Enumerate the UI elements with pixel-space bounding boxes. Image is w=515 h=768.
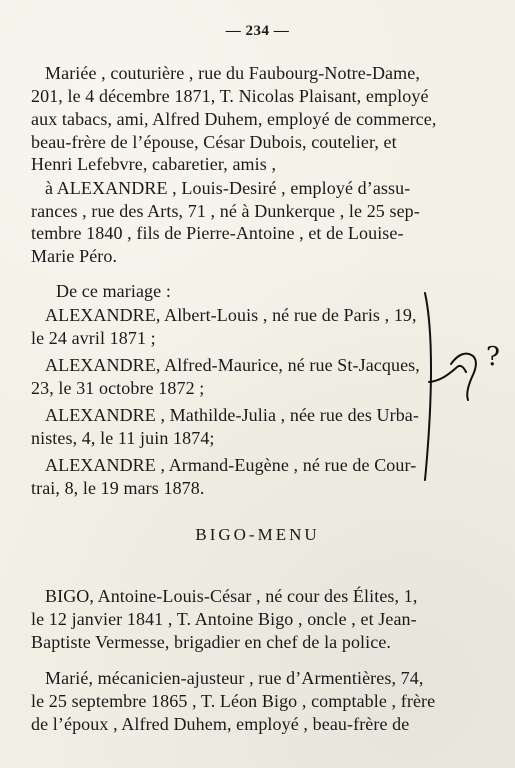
paragraph-line: beau-frère de l’épouse, César Dubois, coutelier, et — [31, 132, 397, 152]
paragraph-line: de l’époux , Alfred Duhem, employé , beau-frère de — [31, 714, 410, 734]
paragraph-line: tembre 1840 , fils de Pierre-Antoine , et de Louise- — [31, 223, 404, 243]
child-entry-line: ALEXANDRE, Albert-Louis , né rue de Paris , 19, — [45, 305, 417, 325]
annotation-stroke — [451, 354, 476, 400]
paragraph-line: Henri Lefebvre, cabaretier, amis , — [31, 154, 277, 174]
paragraph-line: aux tabacs, ami, Alfred Duhem, employé de commerce, — [31, 109, 437, 129]
paragraph-line: Mariée , couturière , rue du Faubourg-Notre-Dame, — [45, 63, 420, 83]
child-entry-line: le 24 avril 1871 ; — [31, 328, 156, 348]
paragraph-line: Marie Péro. — [31, 246, 118, 266]
section-title: BIGO-MENU — [195, 525, 320, 544]
paragraph-line: le 25 septembre 1865 , T. Léon Bigo , comptable , frère — [31, 691, 436, 711]
paragraph-line: 201, le 4 décembre 1871, T. Nicolas Plaisant, employé — [31, 86, 429, 106]
page-number: — 234 — — [225, 23, 290, 39]
child-entry-line: trai, 8, le 19 mars 1878. — [31, 478, 205, 498]
paragraph-line: rances , rue des Arts, 71 , né à Dunkerque , le 25 sep- — [31, 201, 420, 221]
child-entry-line: ALEXANDRE , Armand-Eugène , né rue de Cour- — [45, 455, 417, 475]
paragraph-line: à ALEXANDRE , Louis-Desiré , employé d’assu- — [45, 178, 411, 198]
paragraph-line: Baptiste Vermesse, brigadier en chef de la police. — [31, 632, 392, 652]
paragraph-line: le 12 janvier 1841 , T. Antoine Bigo , oncle , et Jean- — [31, 609, 417, 629]
child-entry-line: ALEXANDRE, Alfred-Maurice, né rue St-Jacques, — [45, 355, 420, 375]
child-entry-line: 23, le 31 octobre 1872 ; — [31, 378, 205, 398]
bracket-annotation — [425, 293, 431, 480]
paragraph-line: De ce mariage : — [56, 281, 171, 301]
paragraph-line: BIGO, Antoine-Louis-César , né cour des Élites, 1, — [45, 586, 418, 606]
child-entry-line: nistes, 4, le 11 juin 1874; — [31, 428, 215, 448]
child-entry-line: ALEXANDRE , Mathilde-Julia , née rue des Urba- — [45, 405, 419, 425]
paragraph-line: Marié, mécanicien-ajusteur , rue d’Armentières, 74, — [45, 668, 424, 688]
question-mark-annotation: ? — [486, 342, 500, 372]
annotation-stroke — [429, 366, 466, 382]
